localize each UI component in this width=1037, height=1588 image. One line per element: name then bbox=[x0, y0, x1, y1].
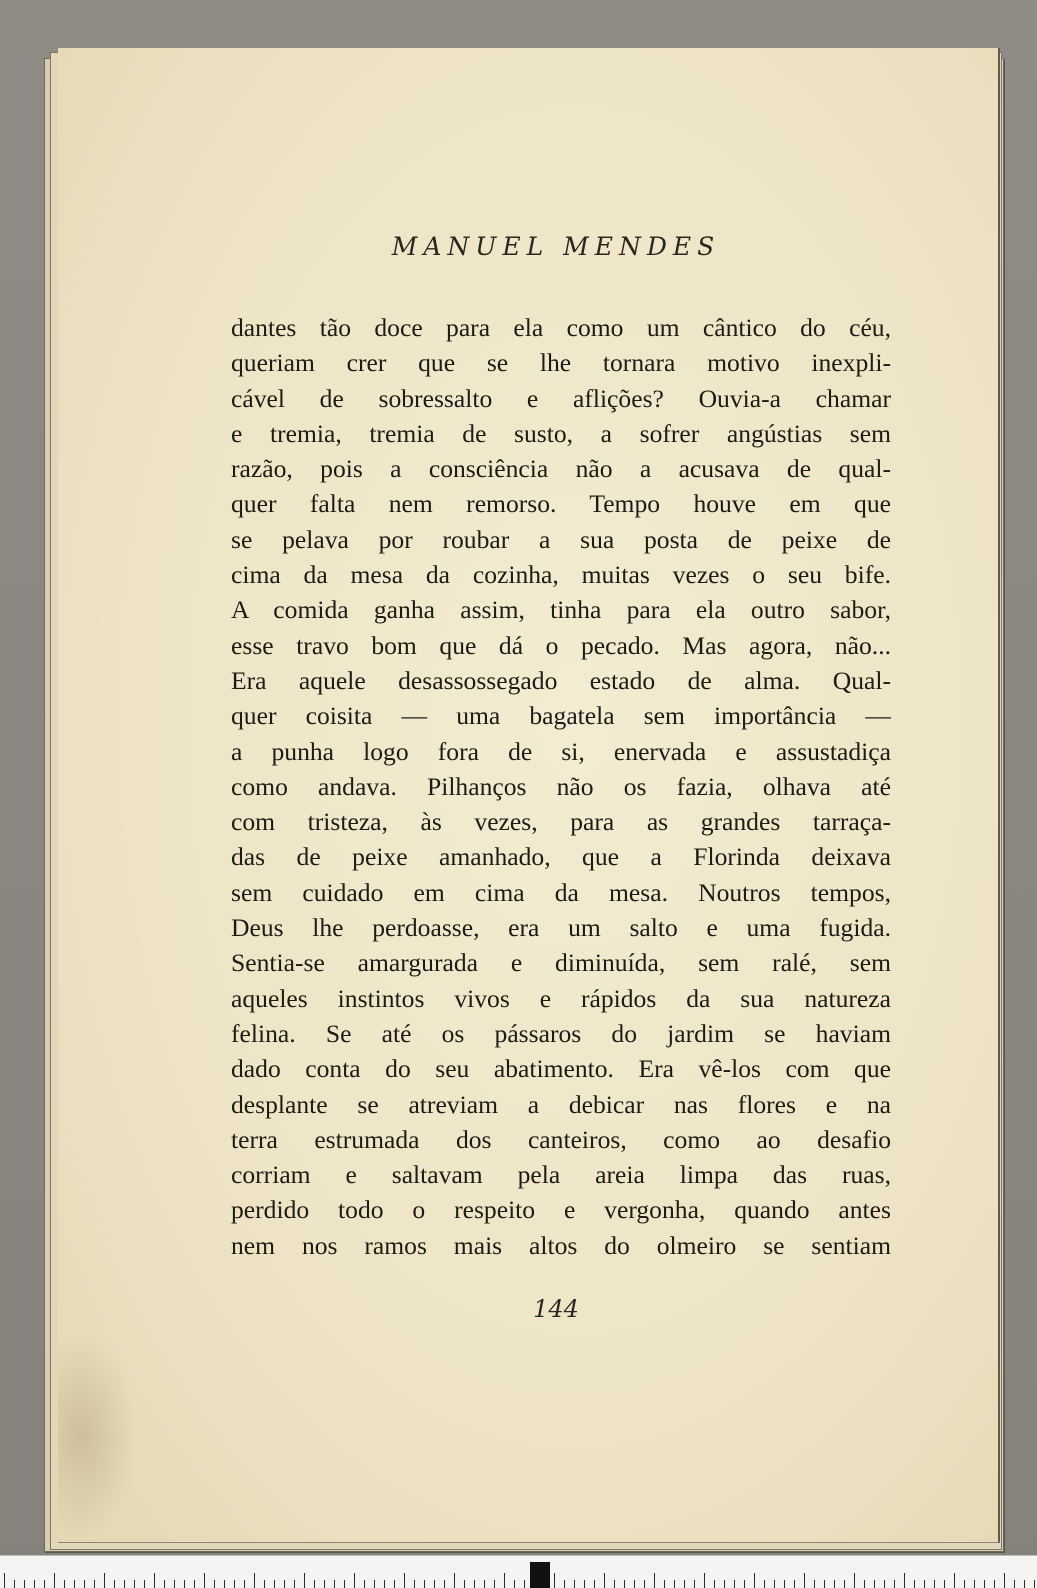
ruler-tick bbox=[4, 1573, 5, 1588]
ruler-tick bbox=[444, 1580, 445, 1588]
ruler-tick bbox=[134, 1580, 135, 1588]
text-line: desplante se atreviam a debicar nas flores e na bbox=[231, 1089, 891, 1119]
ruler-tick bbox=[914, 1580, 915, 1588]
ruler-tick bbox=[904, 1573, 905, 1588]
ruler-tick bbox=[504, 1573, 505, 1588]
ruler-tick bbox=[284, 1580, 285, 1588]
ruler-tick bbox=[784, 1580, 785, 1588]
ruler-tick bbox=[634, 1580, 635, 1588]
page-number: 144 bbox=[533, 1295, 579, 1323]
ruler-tick bbox=[894, 1580, 895, 1588]
ruler-tick bbox=[184, 1580, 185, 1588]
text-line: aqueles instintos vivos e rápidos da sua natureza bbox=[231, 983, 891, 1013]
page-stain bbox=[58, 1330, 138, 1540]
ruler-tick bbox=[804, 1573, 805, 1588]
text-line: nem nos ramos mais altos do olmeiro se sentiam bbox=[231, 1230, 891, 1260]
text-line: dantes tão doce para ela como um cântico do céu, bbox=[231, 313, 891, 342]
ruler-tick bbox=[394, 1580, 395, 1588]
ruler-tick bbox=[464, 1580, 465, 1588]
ruler-tick bbox=[664, 1580, 665, 1588]
ruler-tick bbox=[264, 1580, 265, 1588]
text-line: cima da mesa da cozinha, muitas vezes o seu bife. bbox=[231, 560, 891, 590]
ruler-tick bbox=[314, 1580, 315, 1588]
ruler-tick bbox=[934, 1580, 935, 1588]
ruler-tick bbox=[494, 1580, 495, 1588]
ruler-tick bbox=[304, 1573, 305, 1588]
ruler-tick bbox=[974, 1580, 975, 1588]
text-line: Deus lhe perdoasse, era um salto e uma fugida. bbox=[231, 913, 891, 943]
ruler-tick bbox=[824, 1580, 825, 1588]
ruler-tick bbox=[104, 1573, 105, 1588]
ruler-tick bbox=[64, 1580, 65, 1588]
ruler-tick bbox=[244, 1580, 245, 1588]
ruler-tick bbox=[514, 1580, 515, 1588]
ruler-tick bbox=[924, 1580, 925, 1588]
ruler-tick bbox=[384, 1580, 385, 1588]
running-header: MANUEL MENDES bbox=[391, 232, 721, 261]
ruler-tick bbox=[944, 1580, 945, 1588]
ruler-tick bbox=[194, 1580, 195, 1588]
ruler-tick bbox=[984, 1580, 985, 1588]
body-text bbox=[231, 310, 891, 1263]
ruler-tick bbox=[524, 1580, 525, 1588]
ruler-tick bbox=[294, 1580, 295, 1588]
text-line: se pelava por roubar a sua posta de peixe de bbox=[231, 524, 891, 554]
ruler-tick bbox=[434, 1580, 435, 1588]
text-line: cável de sobressalto e aflições? Ouvia-a chamar bbox=[231, 383, 891, 413]
ruler-tick bbox=[734, 1580, 735, 1588]
ruler-tick bbox=[684, 1580, 685, 1588]
ruler-tick bbox=[644, 1580, 645, 1588]
text-line: queriam crer que se lhe tornara motivo inexpli- bbox=[231, 348, 891, 378]
ruler-tick bbox=[274, 1580, 275, 1588]
ruler-tick bbox=[564, 1580, 565, 1588]
ruler-tick bbox=[14, 1580, 15, 1588]
ruler-black-segment bbox=[530, 1562, 550, 1588]
ruler-tick bbox=[834, 1580, 835, 1588]
ruler-tick bbox=[574, 1580, 575, 1588]
ruler-tick bbox=[594, 1580, 595, 1588]
ruler-tick bbox=[714, 1580, 715, 1588]
ruler-tick bbox=[604, 1573, 605, 1588]
text-line: com tristeza, às vezes, para as grandes tarraça- bbox=[231, 807, 891, 837]
ruler-tick bbox=[764, 1580, 765, 1588]
ruler-tick bbox=[844, 1580, 845, 1588]
ruler-tick bbox=[624, 1580, 625, 1588]
ruler-tick bbox=[204, 1573, 205, 1588]
ruler-tick bbox=[84, 1580, 85, 1588]
ruler-tick bbox=[1024, 1580, 1025, 1588]
ruler-tick bbox=[124, 1580, 125, 1588]
ruler-tick bbox=[794, 1580, 795, 1588]
ruler-tick bbox=[584, 1580, 585, 1588]
ruler-tick bbox=[214, 1580, 215, 1588]
ruler-tick bbox=[484, 1580, 485, 1588]
ruler-tick bbox=[174, 1580, 175, 1588]
ruler-tick bbox=[1014, 1580, 1015, 1588]
ruler-tick bbox=[724, 1580, 725, 1588]
text-line: a punha logo fora de si, enervada e assustadiça bbox=[231, 736, 891, 766]
ruler-tick bbox=[164, 1580, 165, 1588]
ruler-tick bbox=[54, 1573, 55, 1588]
ruler-tick bbox=[364, 1580, 365, 1588]
ruler-tick bbox=[1034, 1580, 1035, 1588]
ruler-tick bbox=[1004, 1573, 1005, 1588]
ruler-tick bbox=[24, 1580, 25, 1588]
ruler-tick bbox=[874, 1580, 875, 1588]
ruler-tick bbox=[954, 1573, 955, 1588]
ruler-tick bbox=[774, 1580, 775, 1588]
ruler-tick bbox=[454, 1573, 455, 1588]
text-line: Era aquele desassossegado estado de alma. Qual- bbox=[231, 665, 891, 695]
ruler-tick bbox=[34, 1580, 35, 1588]
ruler-tick bbox=[884, 1580, 885, 1588]
ruler-tick bbox=[234, 1580, 235, 1588]
ruler-tick bbox=[414, 1580, 415, 1588]
text-line: esse travo bom que dá o pecado. Mas agora, não... bbox=[231, 630, 891, 660]
text-line: dado conta do seu abatimento. Era vê-los com que bbox=[231, 1054, 891, 1084]
ruler-tick bbox=[334, 1580, 335, 1588]
ruler-tick bbox=[114, 1580, 115, 1588]
ruler-tick bbox=[814, 1580, 815, 1588]
ruler-tick bbox=[404, 1573, 405, 1588]
ruler-tick bbox=[854, 1573, 855, 1588]
ruler-tick bbox=[424, 1580, 425, 1588]
text-line: sem cuidado em cima da mesa. Noutros tempos, bbox=[231, 877, 891, 907]
text-line: corriam e saltavam pela areia limpa das ruas, bbox=[231, 1160, 891, 1190]
ruler-tick bbox=[44, 1580, 45, 1588]
text-line: e tremia, tremia de susto, a sofrer angústias sem bbox=[231, 418, 891, 448]
ruler-tick bbox=[674, 1580, 675, 1588]
ruler-tick bbox=[74, 1580, 75, 1588]
ruler-tick bbox=[144, 1580, 145, 1588]
ruler-tick bbox=[654, 1573, 655, 1588]
ruler-tick bbox=[554, 1573, 555, 1588]
text-line: quer falta nem remorso. Tempo houve em que bbox=[231, 489, 891, 519]
ruler-tick bbox=[154, 1573, 155, 1588]
text-line: A comida ganha assim, tinha para ela outro sabor, bbox=[231, 595, 891, 625]
text-line: felina. Se até os pássaros do jardim se haviam bbox=[231, 1018, 891, 1048]
ruler-tick bbox=[864, 1580, 865, 1588]
ruler-tick bbox=[354, 1573, 355, 1588]
ruler-tick bbox=[964, 1580, 965, 1588]
ruler-tick bbox=[704, 1573, 705, 1588]
text-line: razão, pois a consciência não a acusava de qual- bbox=[231, 454, 891, 484]
scale-ruler bbox=[0, 1555, 1037, 1588]
text-line: Sentia-se amargurada e diminuída, sem ralé, sem bbox=[231, 948, 891, 978]
text-line: perdido todo o respeito e vergonha, quando antes bbox=[231, 1195, 891, 1225]
ruler-tick bbox=[614, 1580, 615, 1588]
ruler-tick bbox=[474, 1580, 475, 1588]
ruler-tick bbox=[324, 1580, 325, 1588]
ruler-tick bbox=[694, 1580, 695, 1588]
ruler-tick bbox=[224, 1580, 225, 1588]
text-line: quer coisita — uma bagatela sem importância — bbox=[231, 701, 891, 731]
ruler-tick bbox=[754, 1573, 755, 1588]
ruler-tick bbox=[344, 1580, 345, 1588]
ruler-tick bbox=[254, 1573, 255, 1588]
ruler-tick bbox=[374, 1580, 375, 1588]
text-line: das de peixe amanhado, que a Florinda deixava bbox=[231, 842, 891, 872]
ruler-tick bbox=[744, 1580, 745, 1588]
ruler-tick bbox=[94, 1580, 95, 1588]
ruler-tick bbox=[994, 1580, 995, 1588]
text-line: como andava. Pilhanços não os fazia, olhava até bbox=[231, 771, 891, 801]
text-line: terra estrumada dos canteiros, como ao desafio bbox=[231, 1124, 891, 1154]
